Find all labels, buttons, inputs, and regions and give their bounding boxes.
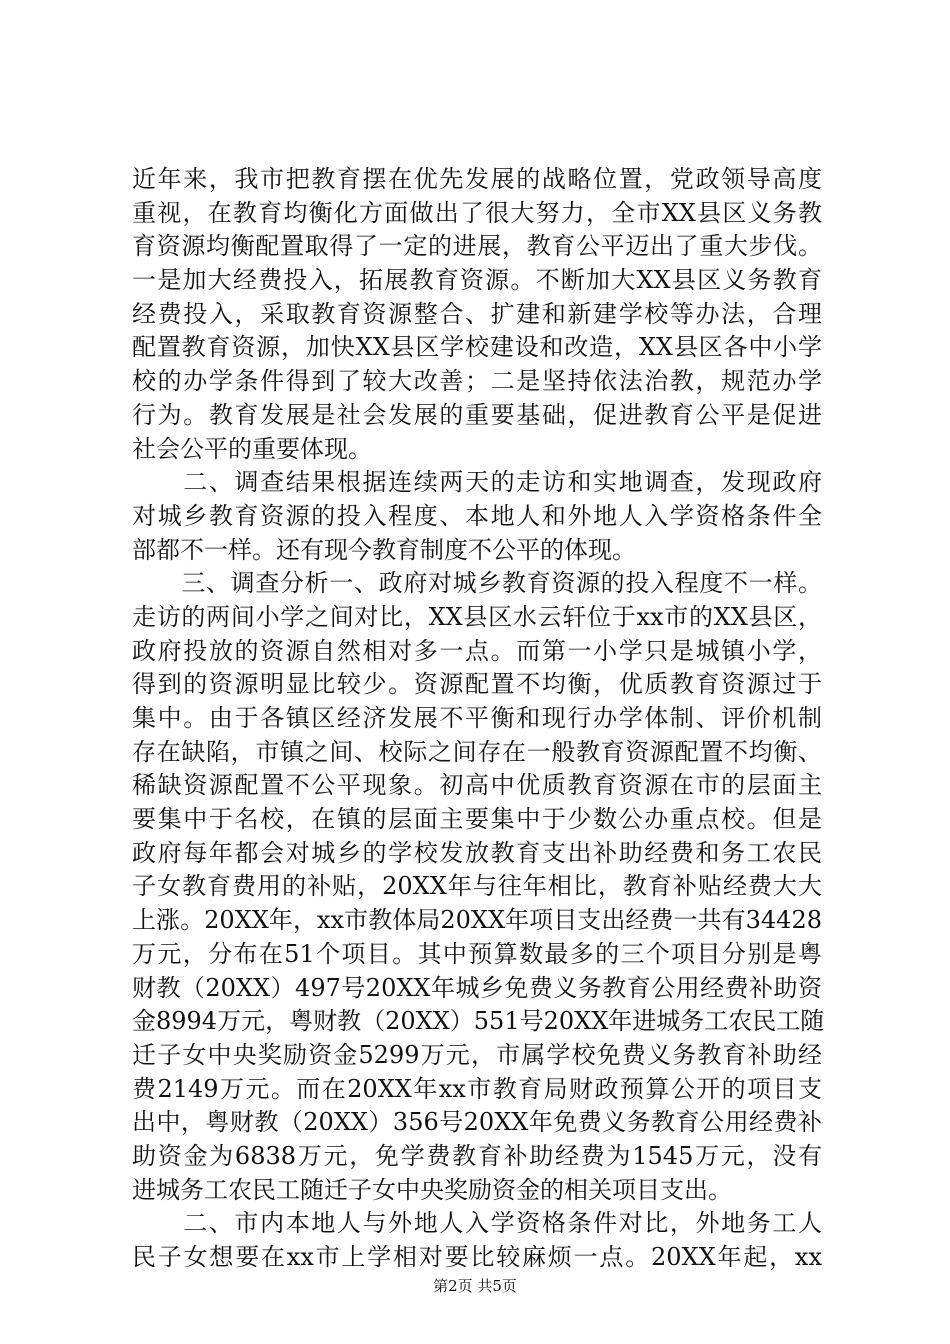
text-line: 配置教育资源，加快XX县区学校建设和改造，XX县区各中小学: [132, 333, 822, 362]
text-line: 集中。由于各镇区经济发展不平衡和现行办学体制、评价机制: [132, 704, 822, 732]
text-line: 育资源均衡配置取得了一定的进展，教育公平迈出了重大步伐。: [132, 232, 822, 261]
text-line: 经费投入，采取教育资源整合、扩建和新建学校等办法，合理: [132, 299, 822, 328]
text-line: 万元，分布在51个项目。其中预算数最多的三个项目分别是粤: [132, 939, 822, 968]
text-line: 财教（20XX）497号20XX年城乡免费义务教育公用经费补助资: [132, 973, 822, 1002]
text-line: 部都不一样。还有现今教育制度不公平的体现。: [132, 535, 636, 564]
text-line: 出中，粤财教（20XX）356号20XX年免费义务教育公用经费补: [132, 1108, 822, 1137]
text-line: 政府投放的资源自然相对多一点。而第一小学只是城镇小学，: [132, 636, 822, 665]
text-line: 近年来，我市把教育摆在优先发展的战略位置，党政领导高度: [132, 165, 822, 193]
text-line: 一是加大经费投入，拓展教育资源。不断加大XX县区义务教育: [132, 266, 822, 295]
text-line: 迁子女中央奖励资金5299万元，市属学校免费义务教育补助经: [132, 1040, 822, 1069]
text-line: 金8994万元，粤财教（20XX）551号20XX年进城务工农民工随: [132, 1007, 825, 1036]
text-line: 存在缺陷，市镇之间、校际之间存在一般教育资源配置不均衡、: [132, 737, 822, 766]
text-line: 费2149万元。而在20XX年xx市教育局财政预算公开的项目支: [132, 1074, 822, 1103]
text-line: 助资金为6838万元，免学费教育补助经费为1545万元，没有: [132, 1141, 822, 1170]
text-line: 三、调查分析一、政府对城乡教育资源的投入程度不一样。: [132, 569, 822, 598]
text-line: 要集中于名校，在镇的层面主要集中于少数公办重点校。但是: [132, 805, 822, 834]
text-line: 二、调查结果根据连续两天的走访和实地调查，发现政府: [132, 468, 822, 497]
document-body: [132, 163, 825, 1275]
text-line: 校的办学条件得到了较大改善；二是坚持依法治教，规范办学: [132, 367, 822, 396]
text-line: 行为。教育发展是社会发展的重要基础，促进教育公平是促进: [132, 400, 822, 429]
text-line: 对城乡教育资源的投入程度、本地人和外地人入学资格条件全: [132, 501, 822, 530]
text-line: 民子女想要在xx市上学相对要比较麻烦一点。20XX年起，xx: [132, 1243, 822, 1271]
text-line: 得到的资源明显比较少。资源配置不均衡，优质教育资源过于: [132, 670, 822, 699]
text-line: 上涨。20XX年，xx市教体局20XX年项目支出经费一共有34428: [132, 906, 822, 935]
text-line: 重视，在教育均衡化方面做出了很大努力，全市XX县区义务教: [132, 198, 822, 227]
page-footer: 第2页 共5页: [433, 1277, 517, 1295]
text-line: 走访的两间小学之间对比，XX县区水云轩位于xx市的XX县区，: [132, 602, 822, 631]
text-line: 进城务工农民工随迁子女中央奖励资金的相关项目支出。: [132, 1175, 732, 1204]
text-line: 政府每年都会对城乡的学校发放教育支出补助经费和务工农民: [132, 838, 822, 867]
text-line: 子女教育费用的补贴，20XX年与往年相比，教育补贴经费大大: [132, 872, 822, 901]
text-line: 二、市内本地人与外地人入学资格条件对比，外地务工人: [132, 1209, 822, 1238]
text-line: 稀缺资源配置不公平现象。初高中优质教育资源在市的层面主: [132, 771, 822, 800]
text-line: 社会公平的重要体现。: [132, 434, 372, 463]
